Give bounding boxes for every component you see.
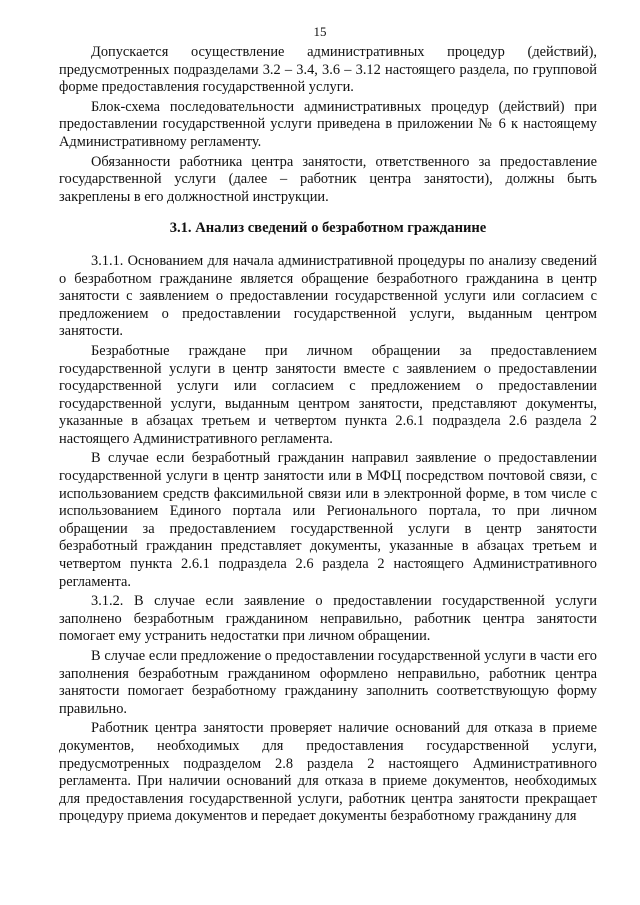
paragraph: 3.1.2. В случае если заявление о предоставлении государственной услуги заполнено безработным гражданином неправильно, работник центра занятости помогает ему устранить недостатки при личном обращении. [59,593,597,645]
paragraph: Безработные граждане при личном обращении за предоставлением государственной услуги в центр занятости вместе с заявлением о предоставлении государственной услуги или согласием с предложением о предоставлении государственной услуги, выданным центром занятости, представляют документы, указанные в абзацах третьем и четвертом пункта 2.6.1 подраздела 2.6 раздела 2 настоящего Административного регламента. [59,342,597,447]
paragraph: В случае если предложение о предоставлении государственной услуги в части его заполнения безработным гражданином оформлено неправильно, работник центра занятости помогает безработному гражданину заполнить соответствующую форму правильно. [59,648,597,717]
page-number: 15 [313,24,327,39]
paragraph: Обязанности работника центра занятости, ответственного за предоставление государственной услуги (далее – работник центра занятости), должны быть закреплены в его должностной инструкции. [59,153,597,205]
paragraph: В случае если безработный гражданин направил заявление о предоставлении государственной услуги в центр занятости или в МФЦ посредством почтовой связи, с использованием средств факсимильной связи или в электронной форме, в том числе с использованием Единого портала или Регионального портала, то при личном обращении за предоставлением государственной услуги в центр занятости безработный гражданин представляет документы, указанные в абзацах третьем и четвертом пункта 2.6.1 подраздела 2.6 раздела 2 настоящего Административного регламента. [59,450,597,590]
paragraph: Блок-схема последовательности административных процедур (действий) при предоставлении государственной услуги приведена в приложении № 6 к настоящему Административному регламенту. [59,98,597,150]
section-heading: 3.1. Анализ сведений о безработном гражданине [169,220,487,237]
paragraph: Допускается осуществление административных процедур (действий), предусмотренных подразделами 3.2 – 3.4, 3.6 – 3.12 настоящего раздела, по групповой форме предоставления государственной услуги. [59,44,597,96]
document-body [59,44,597,828]
paragraph: Работник центра занятости проверяет наличие оснований для отказа в приеме документов, необходимых для предоставления государственной услуги, предусмотренных подразделом 2.8 раздела 2 настоящего Административного регламента. При наличии оснований для отказа в приеме документов, необходимых для предоставления государственной услуги, работник центра занятости прекращает процедуру приема документов и передает документы безработному гражданину для [59,720,597,825]
paragraph: 3.1.1. Основанием для начала административной процедуры по анализу сведений о безработном гражданине является обращение безработного гражданина в центр занятости с заявлением о предоставлении государственной услуги или согласием с предложением о предоставлении государственной услуги, выданным центром занятости. [59,252,597,340]
